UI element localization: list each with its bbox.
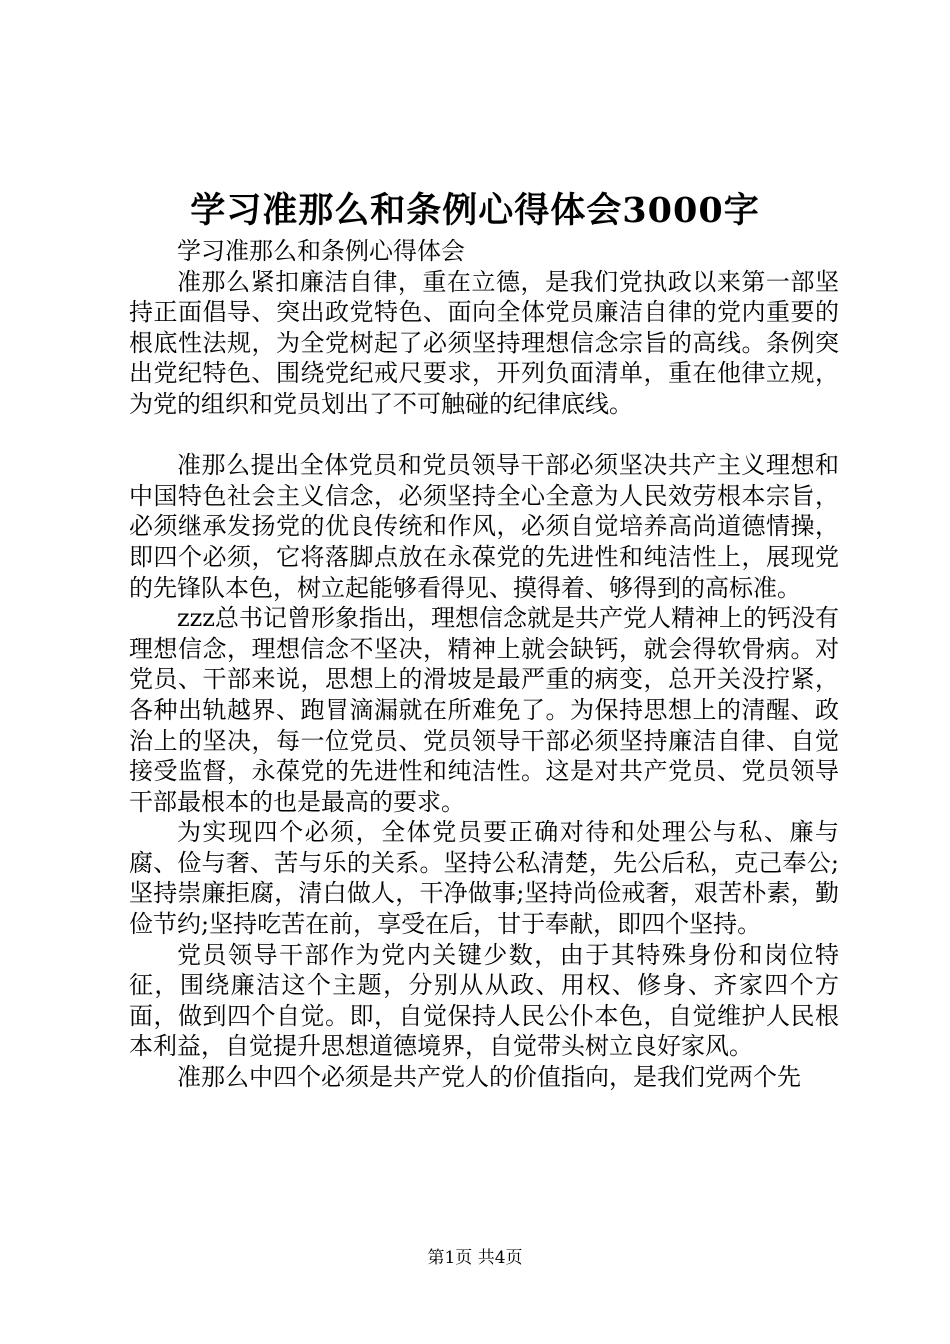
document-body xyxy=(129,236,839,1093)
paragraph-6: 准那么中四个必须是共产党人的价值指向，是我们党两个先 xyxy=(177,1063,801,1092)
page-number-footer: 第1页 共4页 xyxy=(427,1248,523,1268)
paragraph-2: 准那么提出全体党员和党员领导干部必须坚决共产主义理想和中国特色社会主义信念，必须坚持全心全意为人民效劳根本宗旨，必须继承发扬党的优良传统和作风，必须自觉培养高尚道德情操，即四个必须，它将落脚点放在永葆党的先进性和纯洁性上，展现党的先锋队本色，树立起能够看得见、摸得着、够得到的高标准。 xyxy=(129,451,839,602)
document-title: 学习准那么和条例心得体会3000字 xyxy=(190,190,760,231)
paragraph-3: zzz总书记曾形象指出，理想信念就是共产党人精神上的钙没有理想信念，理想信念不坚决，精神上就会缺钙，就会得软骨病。对党员、干部来说，思想上的滑坡是最严重的病变，总开关没拧紧，各种出轨越界、跑冒滴漏就在所难免了。为保持思想上的清醒、政治上的坚决，每一位党员、党员领导干部必须坚持廉洁自律、自觉接受监督，永葆党的先进性和纯洁性。这是对共产党员、党员领导干部最根本的也是最高的要求。 xyxy=(129,604,839,816)
paragraph-5: 党员领导干部作为党内关键少数，由于其特殊身份和岗位特征，围绕廉洁这个主题，分别从从政、用权、修身、齐家四个方面，做到四个自觉。即，自觉保持人民公仆本色，自觉维护人民根本利益，自觉提升思想道德境界，自觉带头树立良好家风。 xyxy=(129,940,839,1061)
paragraph-1: 准那么紧扣廉洁自律，重在立德，是我们党执政以来第一部坚持正面倡导、突出政党特色、面向全体党员廉洁自律的党内重要的根底性法规，为全党树起了必须坚持理想信念宗旨的高线。条例突出党纪特色、围绕党纪戒尺要求，开列负面清单，重在他律立规，为党的组织和党员划出了不可触碰的纪律底线。 xyxy=(129,267,839,418)
paragraph-4: 为实现四个必须，全体党员要正确对待和处理公与私、廉与腐、俭与奢、苦与乐的关系。坚持公私清楚，先公后私，克己奉公;坚持崇廉拒腐，清白做人，干净做事;坚持尚俭戒奢，艰苦朴素，勤俭节约;坚持吃苦在前，享受在后，甘于奉献，即四个坚持。 xyxy=(129,818,839,939)
document-subtitle: 学习准那么和条例心得体会 xyxy=(177,237,465,265)
